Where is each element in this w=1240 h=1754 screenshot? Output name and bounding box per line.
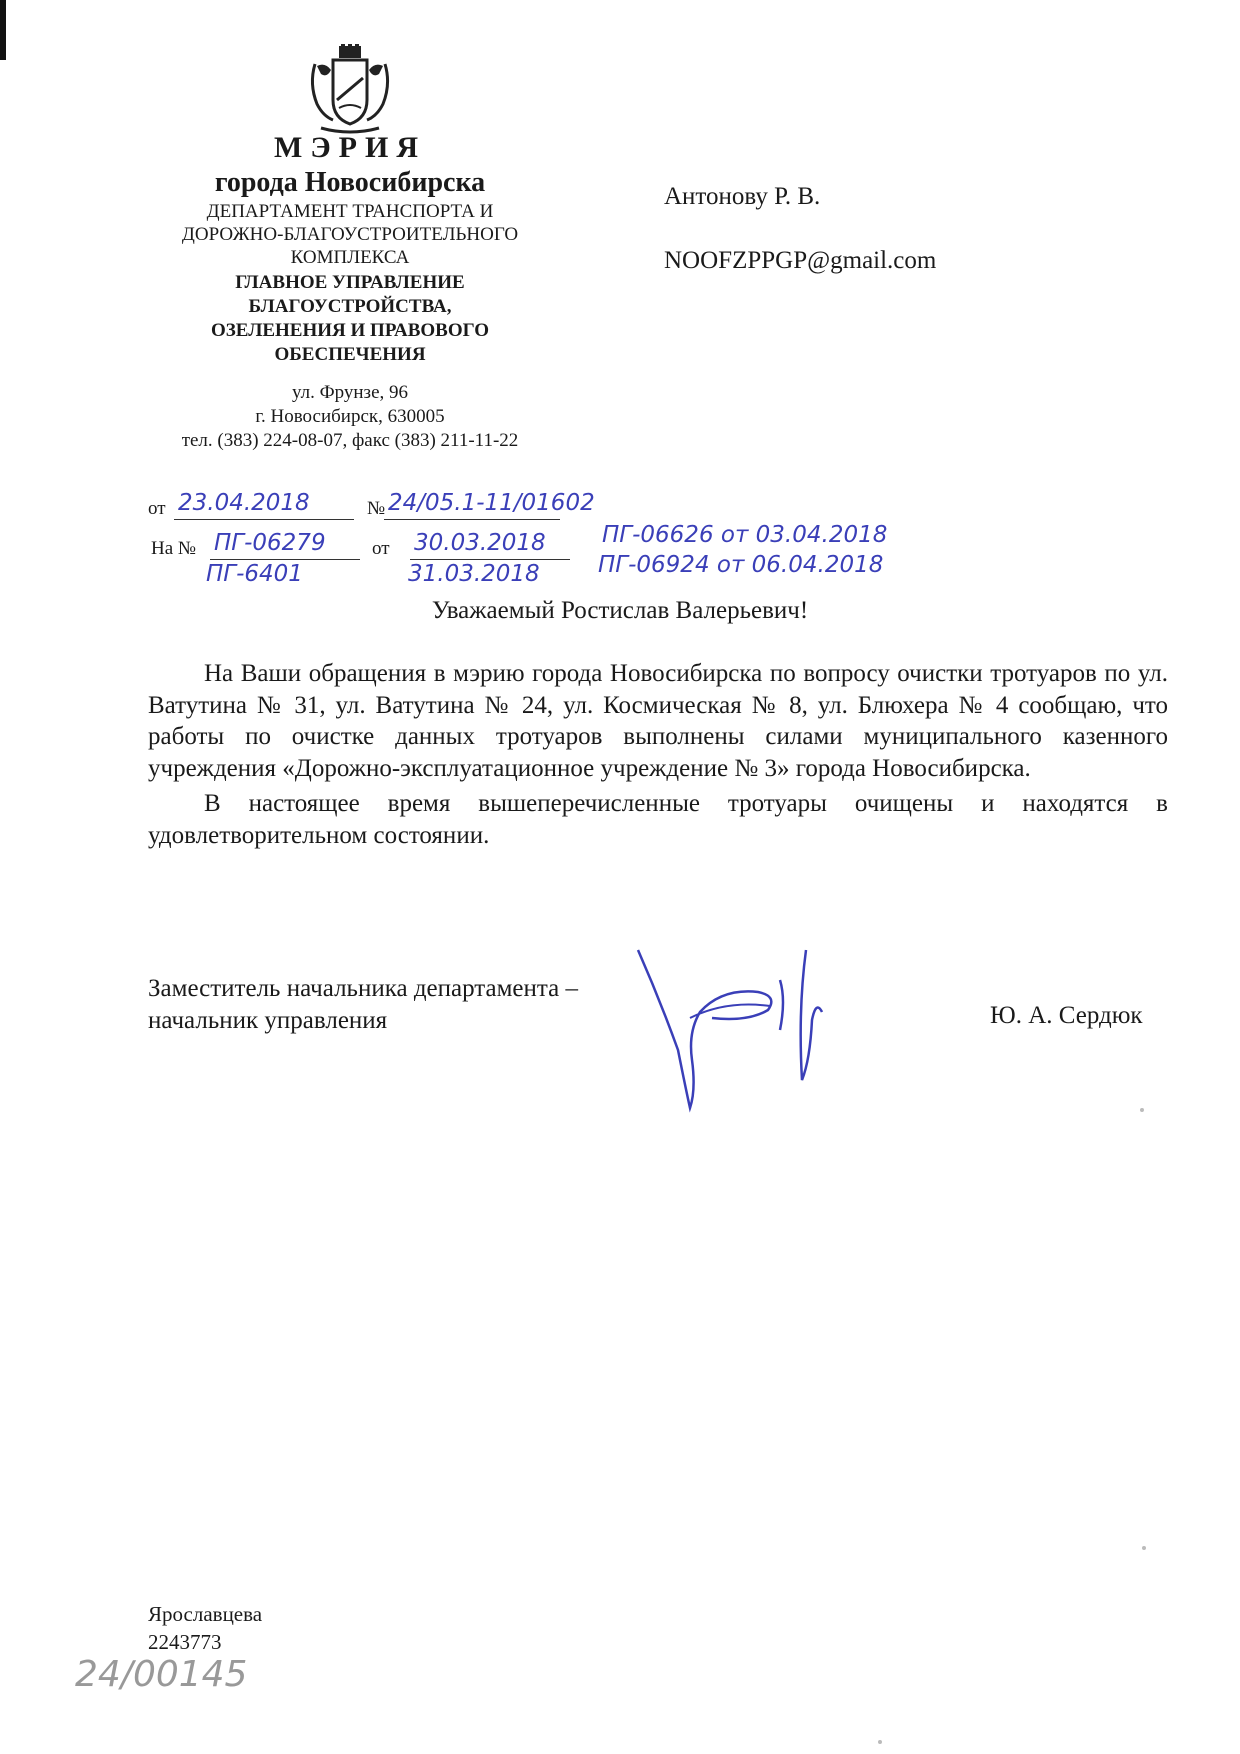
directorate-name [140,271,560,367]
addressee-email: NOOFZPPGP@gmail.com [664,247,937,274]
reference-extra-1: ПГ-06626 от 03.04.2018 [602,522,888,548]
date-label: от [148,498,166,519]
reference-date-label: от [372,538,390,559]
scan-speck [1142,1546,1146,1550]
coat-of-arms-icon [305,44,395,140]
executor-phone: 2243773 [148,1630,222,1654]
signatory-position-line-1: Заместитель начальника департамента – [148,975,578,1002]
greeting: Уважаемый Ростислав Валерьевич! [431,597,809,624]
body-paragraph-1: На Ваши обращения в мэрию города Новосибирска по вопросу очистки тротуаров по ул. Ватутина № 31, ул. Ватутина № 24, ул. Космическая № 8, ул. Блюхера № 4 сообщаю, что работы по очистке данных тротуаров выполнены силами муниципального казенного учреждения «Дорожно-эксплуатационное учреждение № 3» города Новосибирска. [148,660,1168,782]
address-phone: тел. (383) 224-08-07, факс (383) 211-11-22 [181,430,519,451]
archive-number: 24/00145 [75,1654,248,1695]
reference-date-1: 30.03.2018 [414,530,546,556]
executor-name: Ярославцева [148,1602,263,1626]
date-underline [174,519,354,520]
department-line-2: ДОРОЖНО-БЛАГОУСТРОИТЕЛЬНОГО [181,224,519,245]
handwritten-signature [630,940,850,1120]
scan-speck [1140,1108,1144,1112]
number-label: № [367,498,386,519]
outgoing-number: 24/05.1-11/01602 [388,490,595,516]
reference-date-2: 31.03.2018 [408,561,540,587]
outgoing-date: 23.04.2018 [178,490,310,516]
addressee-name: Антонову Р. В. [664,183,821,210]
address-city: г. Новосибирск, 630005 [255,406,445,427]
directorate-line-2: БЛАГОУСТРОЙСТВА, [248,296,452,317]
number-underline [384,519,560,520]
body-paragraph-2: В настоящее время вышеперечисленные тротуары очищены и находятся в удовлетворительном состоянии. [148,790,1168,849]
reference-label: На № [151,538,197,559]
signatory-position-line-2: начальник управления [148,1007,388,1034]
directorate-line-1: ГЛАВНОЕ УПРАВЛЕНИЕ [235,272,465,293]
scan-edge [0,0,6,60]
scan-speck [878,1740,882,1744]
letter-body [148,658,1168,855]
city-title: города Новосибирска [214,167,486,198]
reference-number-1: ПГ-06279 [214,530,326,556]
address-street: ул. Фрунзе, 96 [291,382,408,403]
directorate-line-4: ОБЕСПЕЧЕНИЯ [274,344,426,365]
org-title: МЭРИЯ [274,131,426,164]
department-line-3: КОМПЛЕКСА [290,247,410,268]
address-block [140,381,560,453]
executor-block [148,1600,262,1656]
reference-extra-2: ПГ-06924 от 06.04.2018 [598,552,884,578]
directorate-line-3: ОЗЕЛЕНЕНИЯ И ПРАВОВОГО [210,320,490,341]
reference-date-underline [410,559,570,560]
signatory-position [148,973,578,1037]
letterhead [140,130,560,453]
reference-underline [210,559,360,560]
reference-number-2: ПГ-6401 [206,561,303,587]
department-line-1: ДЕПАРТАМЕНТ ТРАНСПОРТА И [206,201,494,222]
signatory-name: Ю. А. Сердюк [990,1002,1143,1029]
